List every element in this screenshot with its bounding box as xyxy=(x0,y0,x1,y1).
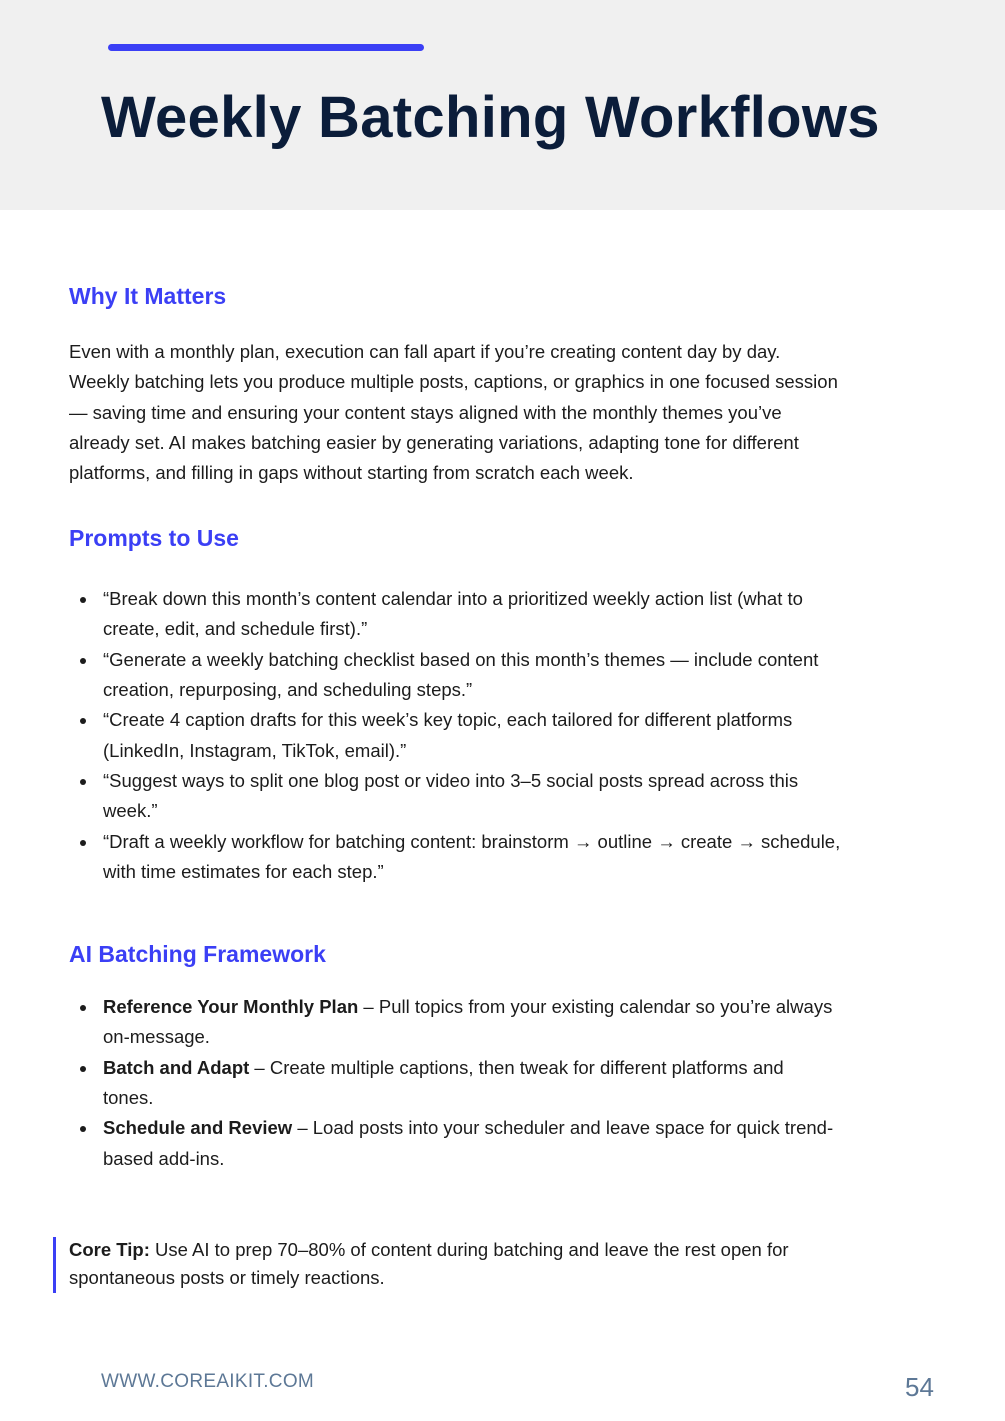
bullet-dot xyxy=(80,840,86,846)
page-title: Weekly Batching Workflows xyxy=(101,85,880,150)
paragraph-line: platforms, and filling in gaps without starting from scratch each week. xyxy=(69,462,634,483)
paragraph-line: — saving time and ensuring your content stays aligned with the monthly themes you’ve xyxy=(69,402,782,423)
prompt-line: with time estimates for each step.” xyxy=(103,861,384,883)
prompt-line: “Draft a weekly workflow for batching content: brainstorm → outline → create → schedule, xyxy=(103,830,841,852)
paragraph-line: Even with a monthly plan, execution can fall apart if you’re creating content day by day. xyxy=(69,341,781,362)
section-heading-why: Why It Matters xyxy=(69,283,227,309)
core-tip-line xyxy=(69,1235,789,1265)
accent-bar xyxy=(108,44,424,51)
prompt-line: “Suggest ways to split one blog post or video into 3–5 social posts spread across this xyxy=(103,770,799,792)
bullet-dot xyxy=(80,1066,86,1072)
prompt-line: “Generate a weekly batching checklist based on this month’s themes — include content xyxy=(103,648,819,670)
framework-item-line: tones. xyxy=(103,1087,154,1108)
framework-item-title: Batch and Adapt xyxy=(103,1056,250,1078)
prompt-line: week.” xyxy=(103,800,158,822)
bullet-dot xyxy=(80,597,86,603)
section-heading-prompts: Prompts to Use xyxy=(69,525,239,551)
page-number: 54 xyxy=(905,1372,934,1402)
core-tip-text: Use AI to prep 70–80% of content during batching and leave the rest open for xyxy=(149,1239,789,1260)
core-tip-label: Core Tip: xyxy=(69,1239,150,1260)
framework-item-title: Reference Your Monthly Plan xyxy=(103,996,359,1017)
framework-item-title: Schedule and Review xyxy=(103,1117,293,1139)
framework-item xyxy=(103,1053,784,1083)
prompt-line: create, edit, and schedule first).” xyxy=(103,618,368,640)
framework-item-text: – Pull topics from your existing calendar so you’re always xyxy=(358,996,833,1017)
prompt-line: creation, repurposing, and scheduling steps.” xyxy=(103,679,473,700)
section-heading-framework: AI Batching Framework xyxy=(69,941,326,967)
core-tip-line: spontaneous posts or timely reactions. xyxy=(69,1267,385,1288)
framework-item-text: – Load posts into your scheduler and leave space for quick trend- xyxy=(292,1117,834,1139)
bullet-dot xyxy=(80,779,86,785)
prompt-line: “Break down this month’s content calendar into a prioritized weekly action list (what to xyxy=(103,588,803,609)
prompt-line: (LinkedIn, Instagram, TikTok, email).” xyxy=(103,739,407,761)
paragraph-line: already set. AI makes batching easier by generating variations, adapting tone for different xyxy=(69,432,799,453)
framework-item xyxy=(103,1113,833,1143)
bullet-dot xyxy=(80,1126,86,1132)
bullet-dot xyxy=(80,1005,86,1011)
framework-item xyxy=(103,992,832,1022)
framework-item-line: based add-ins. xyxy=(103,1147,225,1169)
bullet-dot xyxy=(80,718,86,724)
framework-item-line: on-message. xyxy=(103,1026,210,1048)
prompt-line: “Create 4 caption drafts for this week’s key topic, each tailored for different platforms xyxy=(103,709,793,731)
tip-accent-bar xyxy=(53,1237,56,1293)
bullet-dot xyxy=(80,658,86,664)
framework-item-text: – Create multiple captions, then tweak for different platforms and xyxy=(249,1056,784,1078)
footer-url[interactable]: WWW.COREAIKIT.COM xyxy=(101,1371,315,1392)
paragraph-line: Weekly batching lets you produce multiple posts, captions, or graphics in one focused session xyxy=(69,371,838,392)
